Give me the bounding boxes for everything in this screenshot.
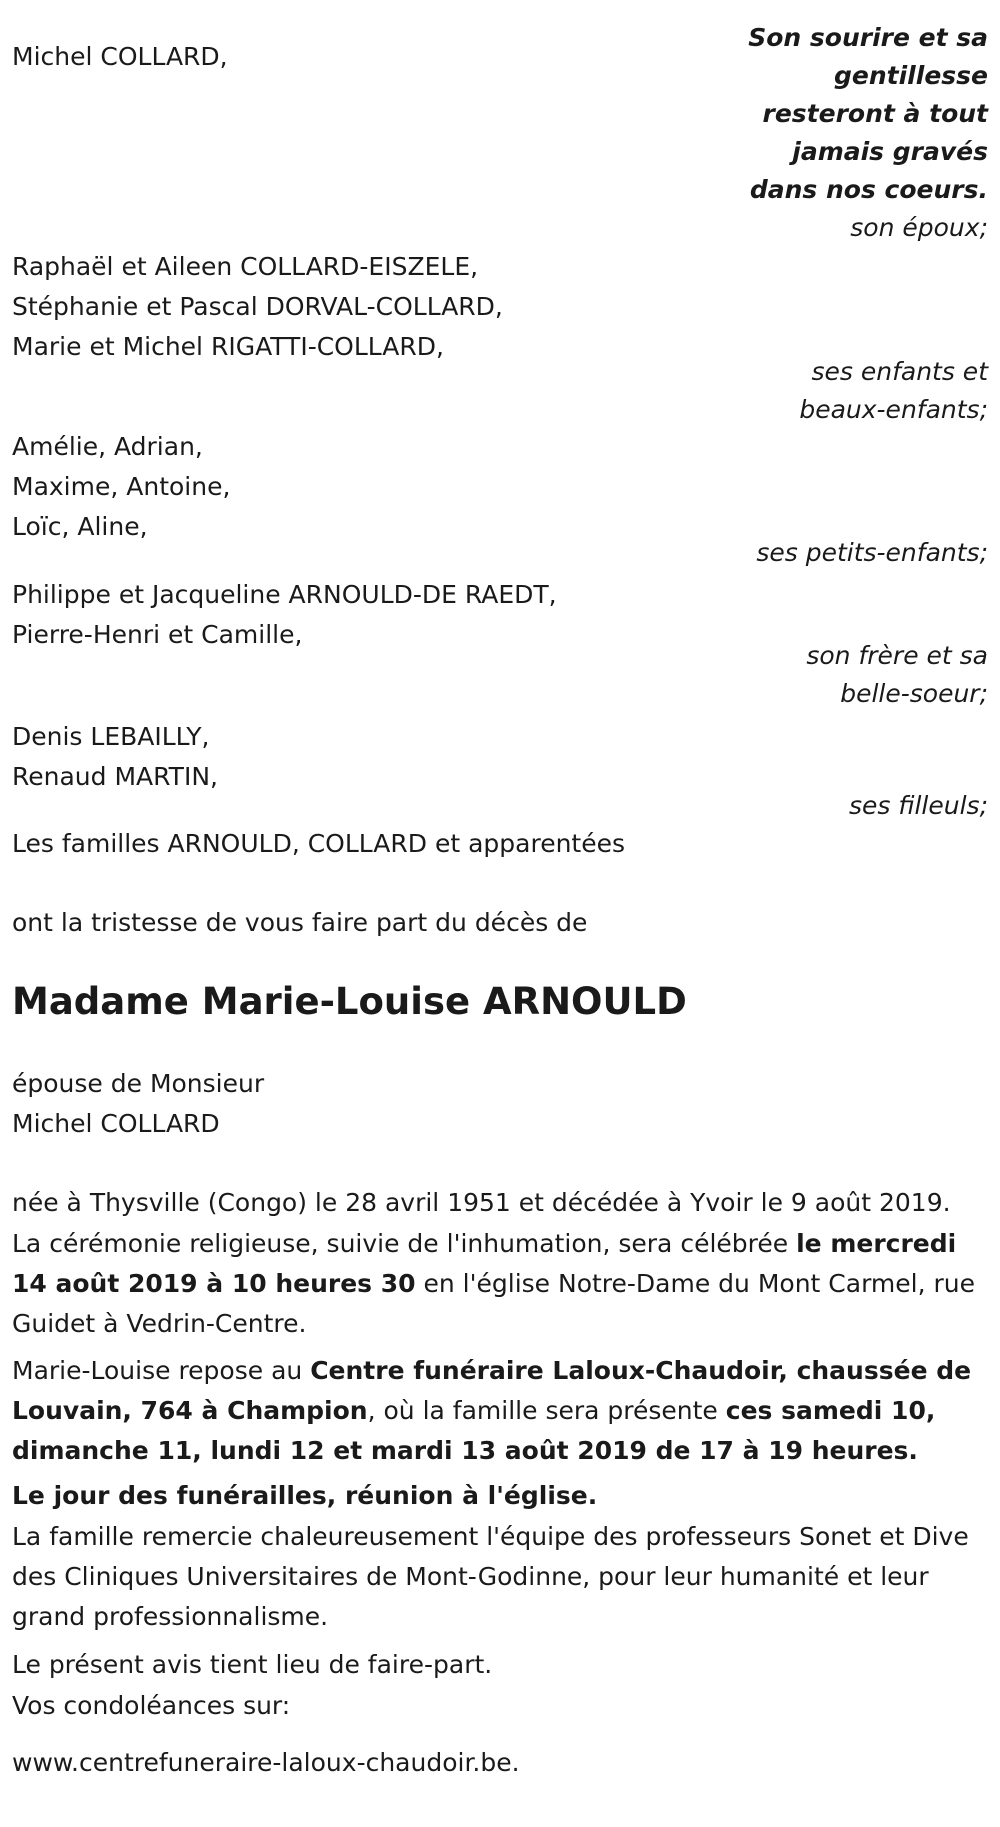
deceased-name: Madame Marie-Louise ARNOULD xyxy=(12,980,687,1023)
family-name: Les familles ARNOULD, COLLARD et apparentées xyxy=(12,829,626,858)
grandchildren-names xyxy=(12,427,230,547)
ceremony-text: La cérémonie religieuse, suivie de l'inhumation, sera célébrée xyxy=(12,1229,797,1258)
ceremony-place: en l'église Notre-Dame du Mont Carmel, rue Guidet à Vedrin-Centre. xyxy=(12,1269,975,1338)
families-names xyxy=(12,824,625,864)
spouse-of-line: Michel COLLARD xyxy=(12,1109,220,1138)
spouse-of xyxy=(12,1064,264,1144)
siblings-role xyxy=(668,637,988,713)
role-line: ses petits-enfants; xyxy=(756,538,988,567)
visitation-dates: ces samedi 10, dimanche 11, lundi 12 et mardi 13 août 2019 de 17 à 19 heures. xyxy=(12,1396,936,1465)
thanks-paragraph: La famille remercie chaleureusement l'équipe des professeurs Sonet et Dive des Cliniques Universitaires de Mont-Godinne, pour leur humanité et leur grand professionnalisme. xyxy=(12,1522,969,1631)
ceremony-date: le mercredi 14 août 2019 à 10 heures 30 xyxy=(12,1229,957,1298)
role-line: ses enfants et xyxy=(811,357,988,386)
visitation-text-2: , où la famille sera présente xyxy=(367,1396,726,1425)
siblings-names xyxy=(12,575,557,655)
notice: Le présent avis tient lieu de faire-part. xyxy=(12,1650,493,1679)
website-link[interactable]: www.centrefuneraire-laloux-chaudoir.be. xyxy=(12,1748,520,1777)
family-name: Pierre-Henri et Camille, xyxy=(12,620,303,649)
godchildren-role xyxy=(668,787,988,825)
role-line: son frère et sa xyxy=(806,641,988,670)
family-name: Stéphanie et Pascal DORVAL-COLLARD, xyxy=(12,292,503,321)
role-line: ses filleuls; xyxy=(848,791,988,820)
epigraph xyxy=(728,19,988,209)
announcement: ont la tristesse de vous faire part du décès de xyxy=(12,908,588,937)
visitation-paragraph xyxy=(12,1351,992,1471)
spouse-names xyxy=(12,37,228,77)
family-name: Philippe et Jacqueline ARNOULD-DE RAEDT, xyxy=(12,580,557,609)
family-name: Michel COLLARD, xyxy=(12,42,228,71)
family-name: Maxime, Antoine, xyxy=(12,472,231,501)
epigraph-line: Son sourire et sa xyxy=(748,23,988,52)
role-line: son époux; xyxy=(850,213,988,242)
epigraph-line: dans nos coeurs. xyxy=(749,175,988,204)
visitation-place: Centre funéraire Laloux-Chaudoir, chaussée de Louvain, 764 à Champion xyxy=(12,1356,972,1425)
role-line: belle-soeur; xyxy=(840,679,988,708)
epigraph-line: jamais gravés xyxy=(792,137,988,166)
children-role xyxy=(668,353,988,429)
spouse-role xyxy=(668,209,988,247)
godchildren-names xyxy=(12,717,218,797)
family-name: Marie et Michel RIGATTI-COLLARD, xyxy=(12,332,444,361)
role-line: beaux-enfants; xyxy=(799,395,988,424)
birth-death: née à Thysville (Congo) le 28 avril 1951 et décédée à Yvoir le 9 août 2019. xyxy=(12,1188,951,1217)
reunion: Le jour des funérailles, réunion à l'église. xyxy=(12,1481,598,1510)
family-name: Amélie, Adrian, xyxy=(12,432,203,461)
family-name: Denis LEBAILLY, xyxy=(12,722,210,751)
spouse-of-line: épouse de Monsieur xyxy=(12,1069,265,1098)
family-name: Renaud MARTIN, xyxy=(12,762,218,791)
ceremony-paragraph xyxy=(12,1224,992,1344)
children-names xyxy=(12,247,503,367)
epigraph-line: gentillesse xyxy=(834,61,988,90)
grandchildren-role xyxy=(668,534,988,572)
condolences-label: Vos condoléances sur: xyxy=(12,1691,291,1720)
family-name: Raphaël et Aileen COLLARD-EISZELE, xyxy=(12,252,479,281)
epigraph-line: resteront à tout xyxy=(762,99,988,128)
family-name: Loïc, Aline, xyxy=(12,512,148,541)
visitation-text: Marie-Louise repose au xyxy=(12,1356,311,1385)
